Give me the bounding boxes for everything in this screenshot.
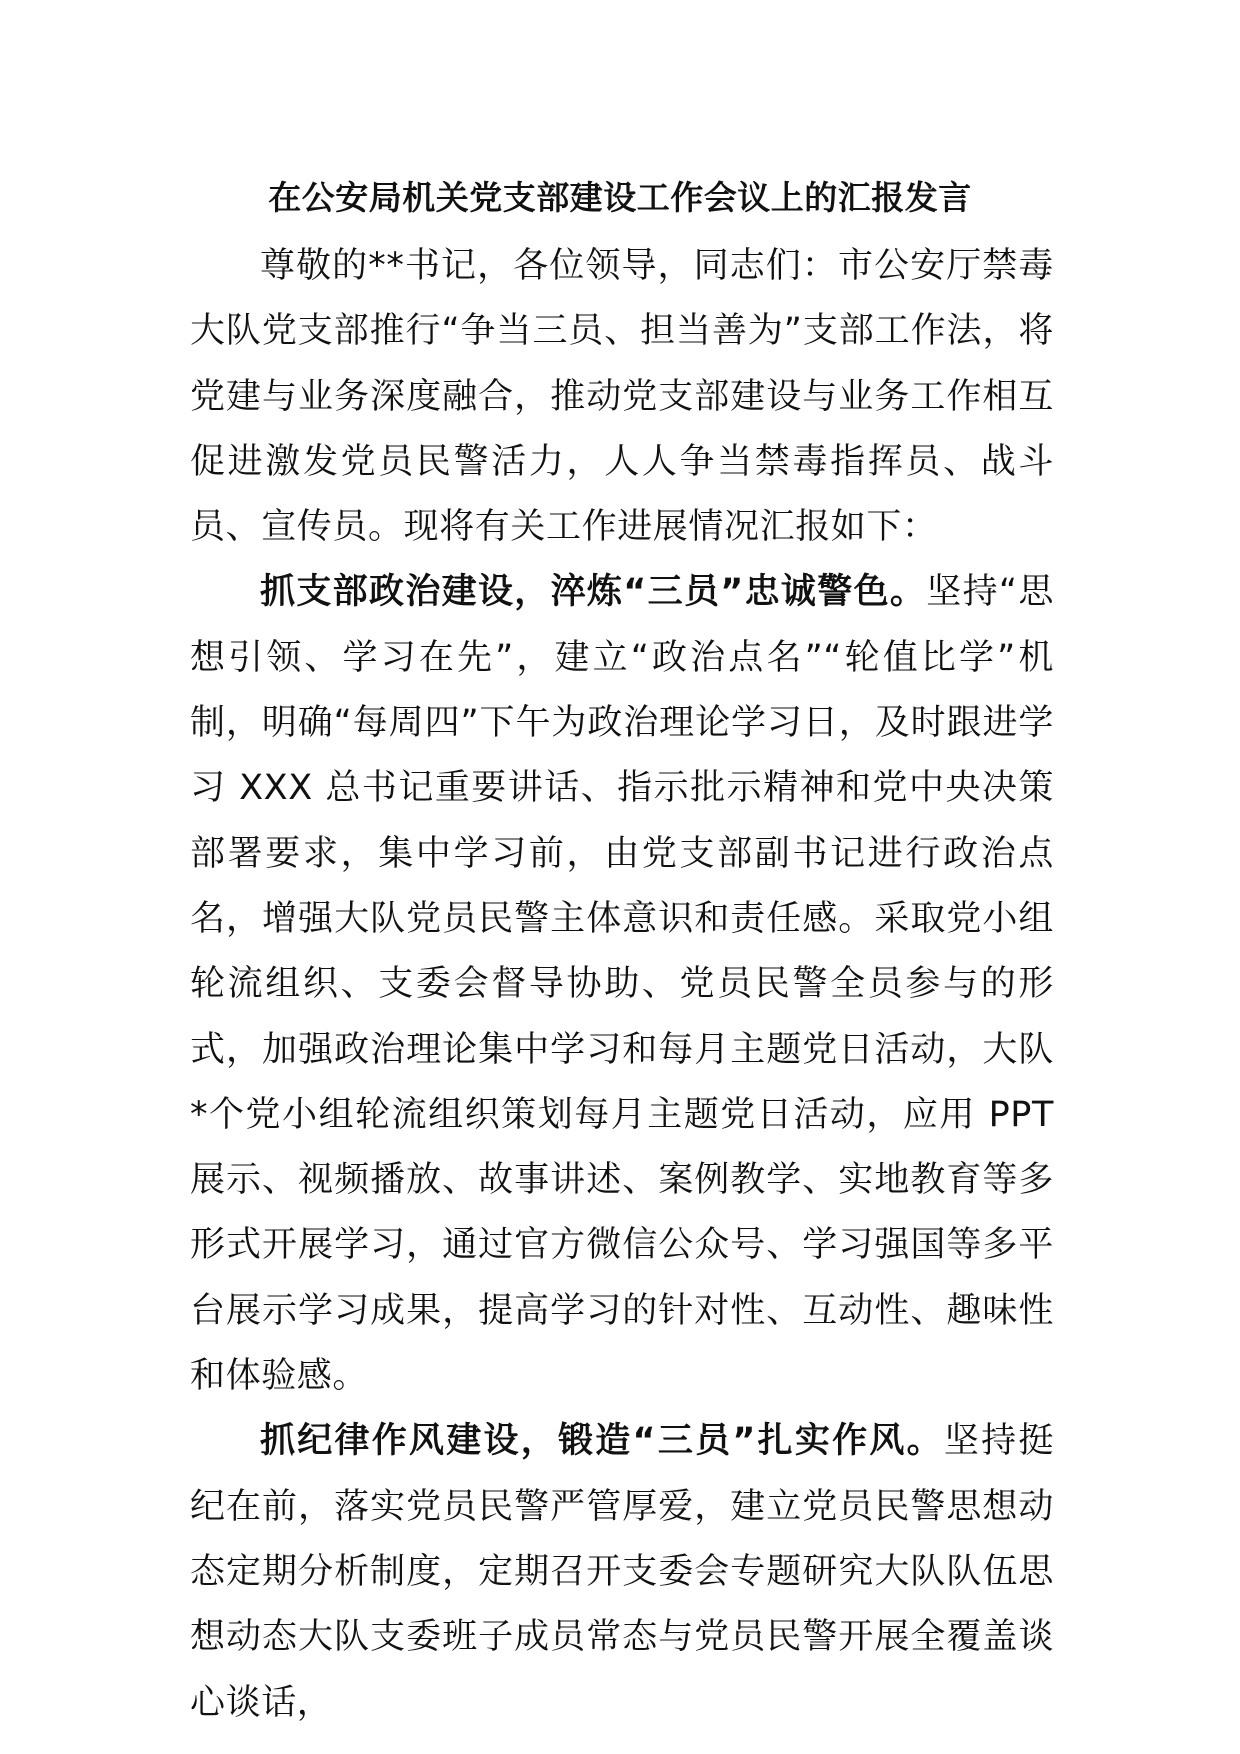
document-title: 在公安局机关党支部建设工作会议上的汇报发言: [268, 178, 972, 217]
paragraph-text: 坚持“思想引领、学习在先”，建立“政治点名”“轮值比学”机制，明确“每周四”下午为政治理论学习日，及时跟进学习 XXX 总书记重要讲话、指示批示精神和党中央决策部署要求，集中学习前，由党支部副书记进行政治点名，增强大队党员民警主体意识和责任感。采取党小组轮流组织、支委会督导协助、党员民警全员参与的形式，加强政治理论集中学习和每月主题党日活动，大队*个党小组轮流组织策划每月主题党日活动，应用 PPT 展示、视频播放、故事讲述、案例教学、实地教育等多形式开展学习，通过官方微信公众号、学习强国等多平台展示学习成果，提高学习的针对性、互动性、趣味性和体验感。: [190, 572, 1054, 1397]
paragraph-opening: [190, 234, 1054, 560]
paragraph-text: 坚持挺纪在前，落实党员民警严管厚爱，建立党员民警思想动态定期分析制度，定期召开支委会专题研究大队队伍思想动态大队支委班子成员常态与党员民警开展全覆盖谈心谈话，: [190, 1421, 1054, 1723]
paragraph-discipline-building: [190, 1409, 1054, 1735]
paragraph-political-building: [190, 560, 1054, 1409]
paragraph-text: 尊敬的**书记，各位领导，同志们：市公安厅禁毒大队党支部推行“争当三员、担当善为”支部工作法，将党建与业务深度融合，推动党支部建设与业务工作相互促进激发党员民警活力，人人争当禁毒指挥员、战斗员、宣传员。现将有关工作进展情况汇报如下：: [190, 246, 1054, 548]
document-body: [190, 234, 1054, 1736]
paragraph-heading: 抓纪律作风建设，锻造“三员”扎实作风。: [260, 1421, 944, 1462]
paragraph-heading: 抓支部政治建设，淬炼“三员”忠诚警色。: [260, 572, 927, 613]
